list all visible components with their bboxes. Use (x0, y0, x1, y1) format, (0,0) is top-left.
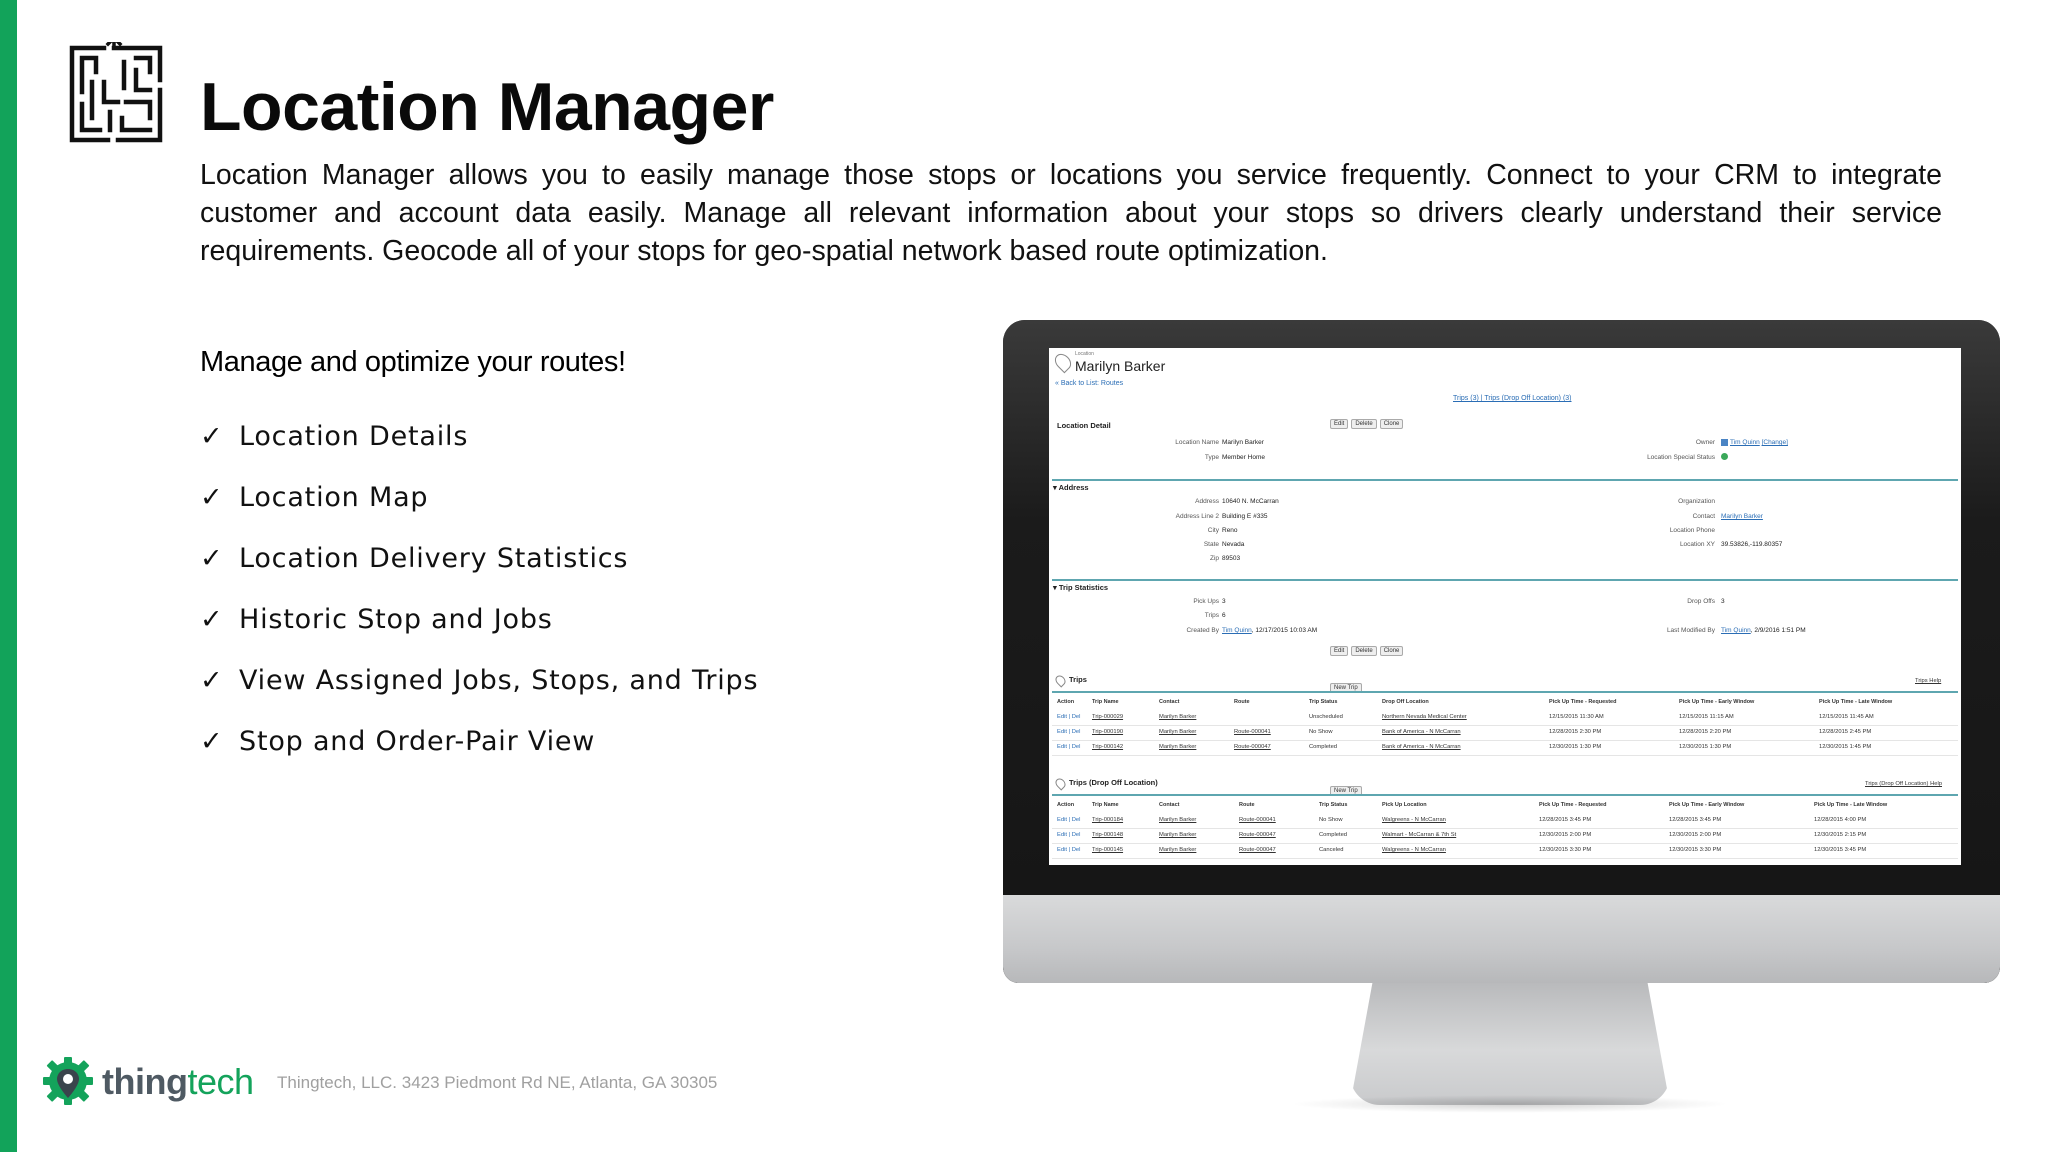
column-header[interactable]: Action (1057, 802, 1075, 808)
delete-button[interactable]: Delete (1351, 419, 1376, 429)
table-cell: 12/28/2015 3:45 PM (1539, 817, 1592, 823)
section-rule (1052, 479, 1958, 481)
row-actions[interactable]: Edit | Del (1057, 729, 1081, 735)
zip-value: 89503 (1222, 555, 1241, 562)
monitor-chin (1003, 895, 2000, 983)
table-cell: 12/30/2015 2:00 PM (1669, 832, 1722, 838)
xy-value: 39.53826,-119.80357 (1721, 541, 1783, 548)
column-header[interactable]: Route (1234, 699, 1250, 705)
column-header[interactable]: Pick Up Location (1382, 802, 1427, 808)
column-header[interactable]: Route (1239, 802, 1255, 808)
check-icon: ✓ (200, 604, 224, 635)
check-icon: ✓ (200, 665, 224, 696)
edit-button[interactable]: Edit (1330, 419, 1348, 429)
address-line2-label: Address Line 2 (1175, 513, 1219, 520)
city-value: Reno (1222, 527, 1238, 534)
table-cell[interactable]: Bank of America - N McCarran (1382, 744, 1461, 750)
pickups-value: 3 (1222, 598, 1226, 605)
trips-icon (1053, 673, 1067, 687)
table-cell: 12/30/2015 1:30 PM (1549, 744, 1602, 750)
column-header[interactable]: Contact (1159, 802, 1180, 808)
table-cell: 12/15/2015 11:30 AM (1549, 714, 1604, 720)
new-trip-button[interactable]: New Trip (1330, 683, 1362, 693)
modified-by-value: Tim Quinn, 2/9/2016 1:51 PM (1721, 627, 1806, 634)
contact-link[interactable]: Marilyn Barker (1721, 513, 1763, 520)
city-label: City (1207, 527, 1219, 534)
table-cell[interactable]: Trip-000029 (1092, 714, 1124, 720)
table-cell: Canceled (1319, 847, 1344, 853)
table-cell[interactable]: Trip-000184 (1092, 817, 1124, 823)
record-type-label: Location (1075, 351, 1094, 357)
section-rule (1052, 691, 1958, 693)
column-header[interactable]: Pick Up Time - Requested (1539, 802, 1607, 808)
table-cell: 12/28/2015 2:20 PM (1679, 729, 1732, 735)
check-icon: ✓ (200, 726, 224, 757)
monitor-stand (1350, 983, 1670, 1105)
dropoffs-label: Drop Offs (1687, 598, 1715, 605)
type-label: Type (1204, 454, 1219, 461)
feature-subheading: Manage and optimize your routes! (200, 346, 626, 378)
location-name-label: Location Name (1175, 439, 1219, 446)
accent-bar (0, 0, 17, 1152)
table-cell[interactable]: Northern Nevada Medical Center (1382, 714, 1467, 720)
table-cell: 12/30/2015 3:30 PM (1669, 847, 1722, 853)
dropoffs-value: 3 (1721, 598, 1725, 605)
table-cell: 12/30/2015 2:15 PM (1814, 832, 1867, 838)
trips-count-label: Trips (1204, 612, 1219, 619)
feature-item (200, 589, 758, 650)
back-to-list-link[interactable]: « Back to List: Routes (1055, 380, 1124, 387)
clone-button[interactable]: Clone (1380, 646, 1404, 656)
column-header[interactable]: Drop Off Location (1382, 699, 1429, 705)
table-cell[interactable]: Marilyn Barker (1159, 847, 1197, 853)
table-cell: 12/30/2015 2:00 PM (1539, 832, 1592, 838)
table-cell: 12/15/2015 11:45 AM (1819, 714, 1874, 720)
feature-item (200, 467, 758, 528)
section-rule (1052, 579, 1958, 581)
section-rule (1052, 794, 1958, 796)
feature-label: Location Map (239, 482, 429, 513)
row-divider (1052, 740, 1958, 741)
page-title: Location Manager (200, 69, 774, 145)
feature-label: View Assigned Jobs, Stops, and Trips (239, 665, 759, 696)
address-heading[interactable]: ▾ Address (1053, 483, 1089, 492)
check-icon: ✓ (200, 482, 224, 513)
table-cell[interactable]: Marilyn Barker (1159, 729, 1197, 735)
column-header[interactable]: Trip Name (1092, 699, 1119, 705)
table-cell[interactable]: Trip-000142 (1092, 744, 1124, 750)
record-name: Marilyn Barker (1075, 358, 1166, 374)
delete-button[interactable]: Delete (1351, 646, 1376, 656)
created-by-label: Created By (1186, 627, 1219, 634)
table-cell: No Show (1309, 729, 1333, 735)
location-name-value: Marilyn Barker (1222, 439, 1264, 446)
table-cell[interactable]: Bank of America - N McCarran (1382, 729, 1461, 735)
table-cell: 12/30/2015 1:45 PM (1819, 744, 1872, 750)
user-icon (1721, 439, 1728, 446)
related-list-links[interactable]: Trips (3) | Trips (Drop Off Location) (3) (1453, 395, 1572, 402)
table-cell: 12/28/2015 2:45 PM (1819, 729, 1872, 735)
feature-item (200, 528, 758, 589)
row-actions[interactable]: Edit | Del (1057, 817, 1081, 823)
address-value: 10640 N. McCarran (1222, 498, 1279, 505)
column-header[interactable]: Pick Up Time - Requested (1549, 699, 1617, 705)
trips-dropoff-heading: Trips (Drop Off Location) (1069, 778, 1158, 787)
table-cell[interactable]: Route-000041 (1239, 817, 1276, 823)
column-header[interactable]: Pick Up Time - Late Window (1814, 802, 1888, 808)
trips-dropoff-help-link[interactable]: Trips (Drop Off Location) Help (1865, 781, 1942, 787)
table-cell: 12/28/2015 3:45 PM (1669, 817, 1722, 823)
table-cell: Completed (1309, 744, 1338, 750)
table-cell: Unscheduled (1309, 714, 1343, 720)
row-actions[interactable]: Edit | Del (1057, 744, 1081, 750)
address-label: Address (1195, 498, 1219, 505)
table-cell: 12/28/2015 2:30 PM (1549, 729, 1602, 735)
table-cell: Completed (1319, 832, 1348, 838)
app-screenshot (1049, 348, 1961, 865)
table-cell[interactable]: Marilyn Barker (1159, 832, 1197, 838)
trips-dropoff-icon (1053, 776, 1067, 790)
table-cell[interactable]: Marilyn Barker (1159, 714, 1197, 720)
row-divider (1052, 843, 1958, 844)
trips-heading: Trips (1069, 675, 1087, 684)
table-cell[interactable]: Route-000047 (1234, 744, 1271, 750)
pickups-label: Pick Ups (1193, 598, 1219, 605)
table-cell: No Show (1319, 817, 1343, 823)
column-header[interactable]: Trip Name (1092, 802, 1119, 808)
table-cell[interactable]: Route-000047 (1239, 847, 1276, 853)
table-cell: 12/30/2015 1:30 PM (1679, 744, 1732, 750)
table-cell: 12/30/2015 3:30 PM (1539, 847, 1592, 853)
xy-label: Location XY (1679, 541, 1715, 548)
feature-label: Stop and Order-Pair View (239, 726, 596, 757)
column-header[interactable]: Trip Status (1309, 699, 1338, 705)
address-line2-value: Building E #335 (1222, 513, 1268, 520)
feature-label: Location Details (239, 421, 469, 452)
row-divider (1052, 725, 1958, 726)
row-divider (1052, 858, 1958, 859)
table-cell[interactable]: Walgreens - N McCarran (1382, 817, 1446, 823)
table-cell[interactable]: Trip-000145 (1092, 847, 1124, 853)
contact-label: Contact (1692, 513, 1715, 520)
check-icon: ✓ (200, 421, 224, 452)
row-actions[interactable]: Edit | Del (1057, 847, 1081, 853)
gear-location-logo-icon (40, 1054, 96, 1110)
modified-by-label: Last Modified By (1666, 627, 1715, 634)
state-value: Nevada (1222, 541, 1245, 548)
row-divider (1052, 828, 1958, 829)
brand-wordmark: thingtech (102, 1061, 254, 1102)
column-header[interactable]: Pick Up Time - Early Window (1679, 699, 1755, 705)
feature-list (200, 406, 758, 772)
detail-buttons-bottom (1330, 646, 1403, 656)
column-header[interactable]: Pick Up Time - Late Window (1819, 699, 1893, 705)
status-ok-icon (1721, 453, 1728, 460)
table-cell[interactable]: Marilyn Barker (1159, 744, 1197, 750)
feature-item (200, 650, 758, 711)
row-divider (1052, 755, 1958, 756)
table-cell[interactable]: Trip-000190 (1092, 729, 1124, 735)
special-status-value (1721, 453, 1728, 460)
table-cell[interactable]: Route-000041 (1234, 729, 1271, 735)
location-detail-heading: Location Detail (1057, 421, 1111, 430)
row-actions[interactable]: Edit | Del (1057, 832, 1081, 838)
table-cell[interactable]: Walgreens - N McCarran (1382, 847, 1446, 853)
table-cell[interactable]: Marilyn Barker (1159, 817, 1197, 823)
special-status-label: Location Special Status (1647, 454, 1715, 461)
trips-help-link[interactable]: Trips Help (1915, 678, 1942, 684)
organization-label: Organization (1678, 498, 1715, 505)
table-cell: 12/15/2015 11:15 AM (1679, 714, 1734, 720)
column-header[interactable]: Trip Status (1319, 802, 1348, 808)
intro-paragraph: Location Manager allows you to easily manage those stops or locations you service frequently. Connect to your CRM to integrate customer and account data easily. Manage all relevant information about your stops so drivers clearly understand their service requirements. Geocode all of your stops for geo-spatial network based route optimization. (200, 159, 1942, 267)
phone-label: Location Phone (1669, 527, 1715, 534)
trip-stats-heading[interactable]: ▾ Trip Statistics (1053, 583, 1109, 592)
location-pin-icon (1052, 351, 1075, 374)
edit-button[interactable]: Edit (1330, 646, 1348, 656)
owner-value: Tim Quinn [Change] (1721, 439, 1788, 446)
detail-buttons-top (1330, 419, 1403, 429)
state-label: State (1203, 541, 1219, 548)
maze-icon (66, 42, 166, 146)
column-header[interactable]: Pick Up Time - Early Window (1669, 802, 1745, 808)
table-cell[interactable]: Trip-000148 (1092, 832, 1124, 838)
table-cell: 12/28/2015 4:00 PM (1814, 817, 1867, 823)
feature-item (200, 711, 758, 772)
table-cell[interactable]: Walmart - McCarran & 7th St (1382, 832, 1457, 838)
feature-item (200, 406, 758, 467)
owner-label: Owner (1695, 439, 1715, 446)
column-header[interactable]: Action (1057, 699, 1075, 705)
zip-label: Zip (1209, 555, 1219, 562)
table-cell: 12/30/2015 3:45 PM (1814, 847, 1867, 853)
table-cell[interactable]: Route-000047 (1239, 832, 1276, 838)
feature-label: Location Delivery Statistics (239, 543, 629, 574)
monitor-shadow (1290, 1095, 1730, 1113)
thingtech-logo (40, 1054, 254, 1110)
feature-label: Historic Stop and Jobs (239, 604, 553, 635)
type-value: Member Home (1222, 454, 1265, 461)
created-by-value: Tim Quinn, 12/17/2015 10:03 AM (1222, 627, 1318, 634)
check-icon: ✓ (200, 543, 224, 574)
clone-button[interactable]: Clone (1380, 419, 1404, 429)
new-trip-button[interactable]: New Trip (1330, 786, 1362, 796)
company-address: Thingtech, LLC. 3423 Piedmont Rd NE, Atlanta, GA 30305 (277, 1073, 718, 1092)
trips-count-value: 6 (1222, 612, 1226, 619)
column-header[interactable]: Contact (1159, 699, 1180, 705)
row-actions[interactable]: Edit | Del (1057, 714, 1081, 720)
